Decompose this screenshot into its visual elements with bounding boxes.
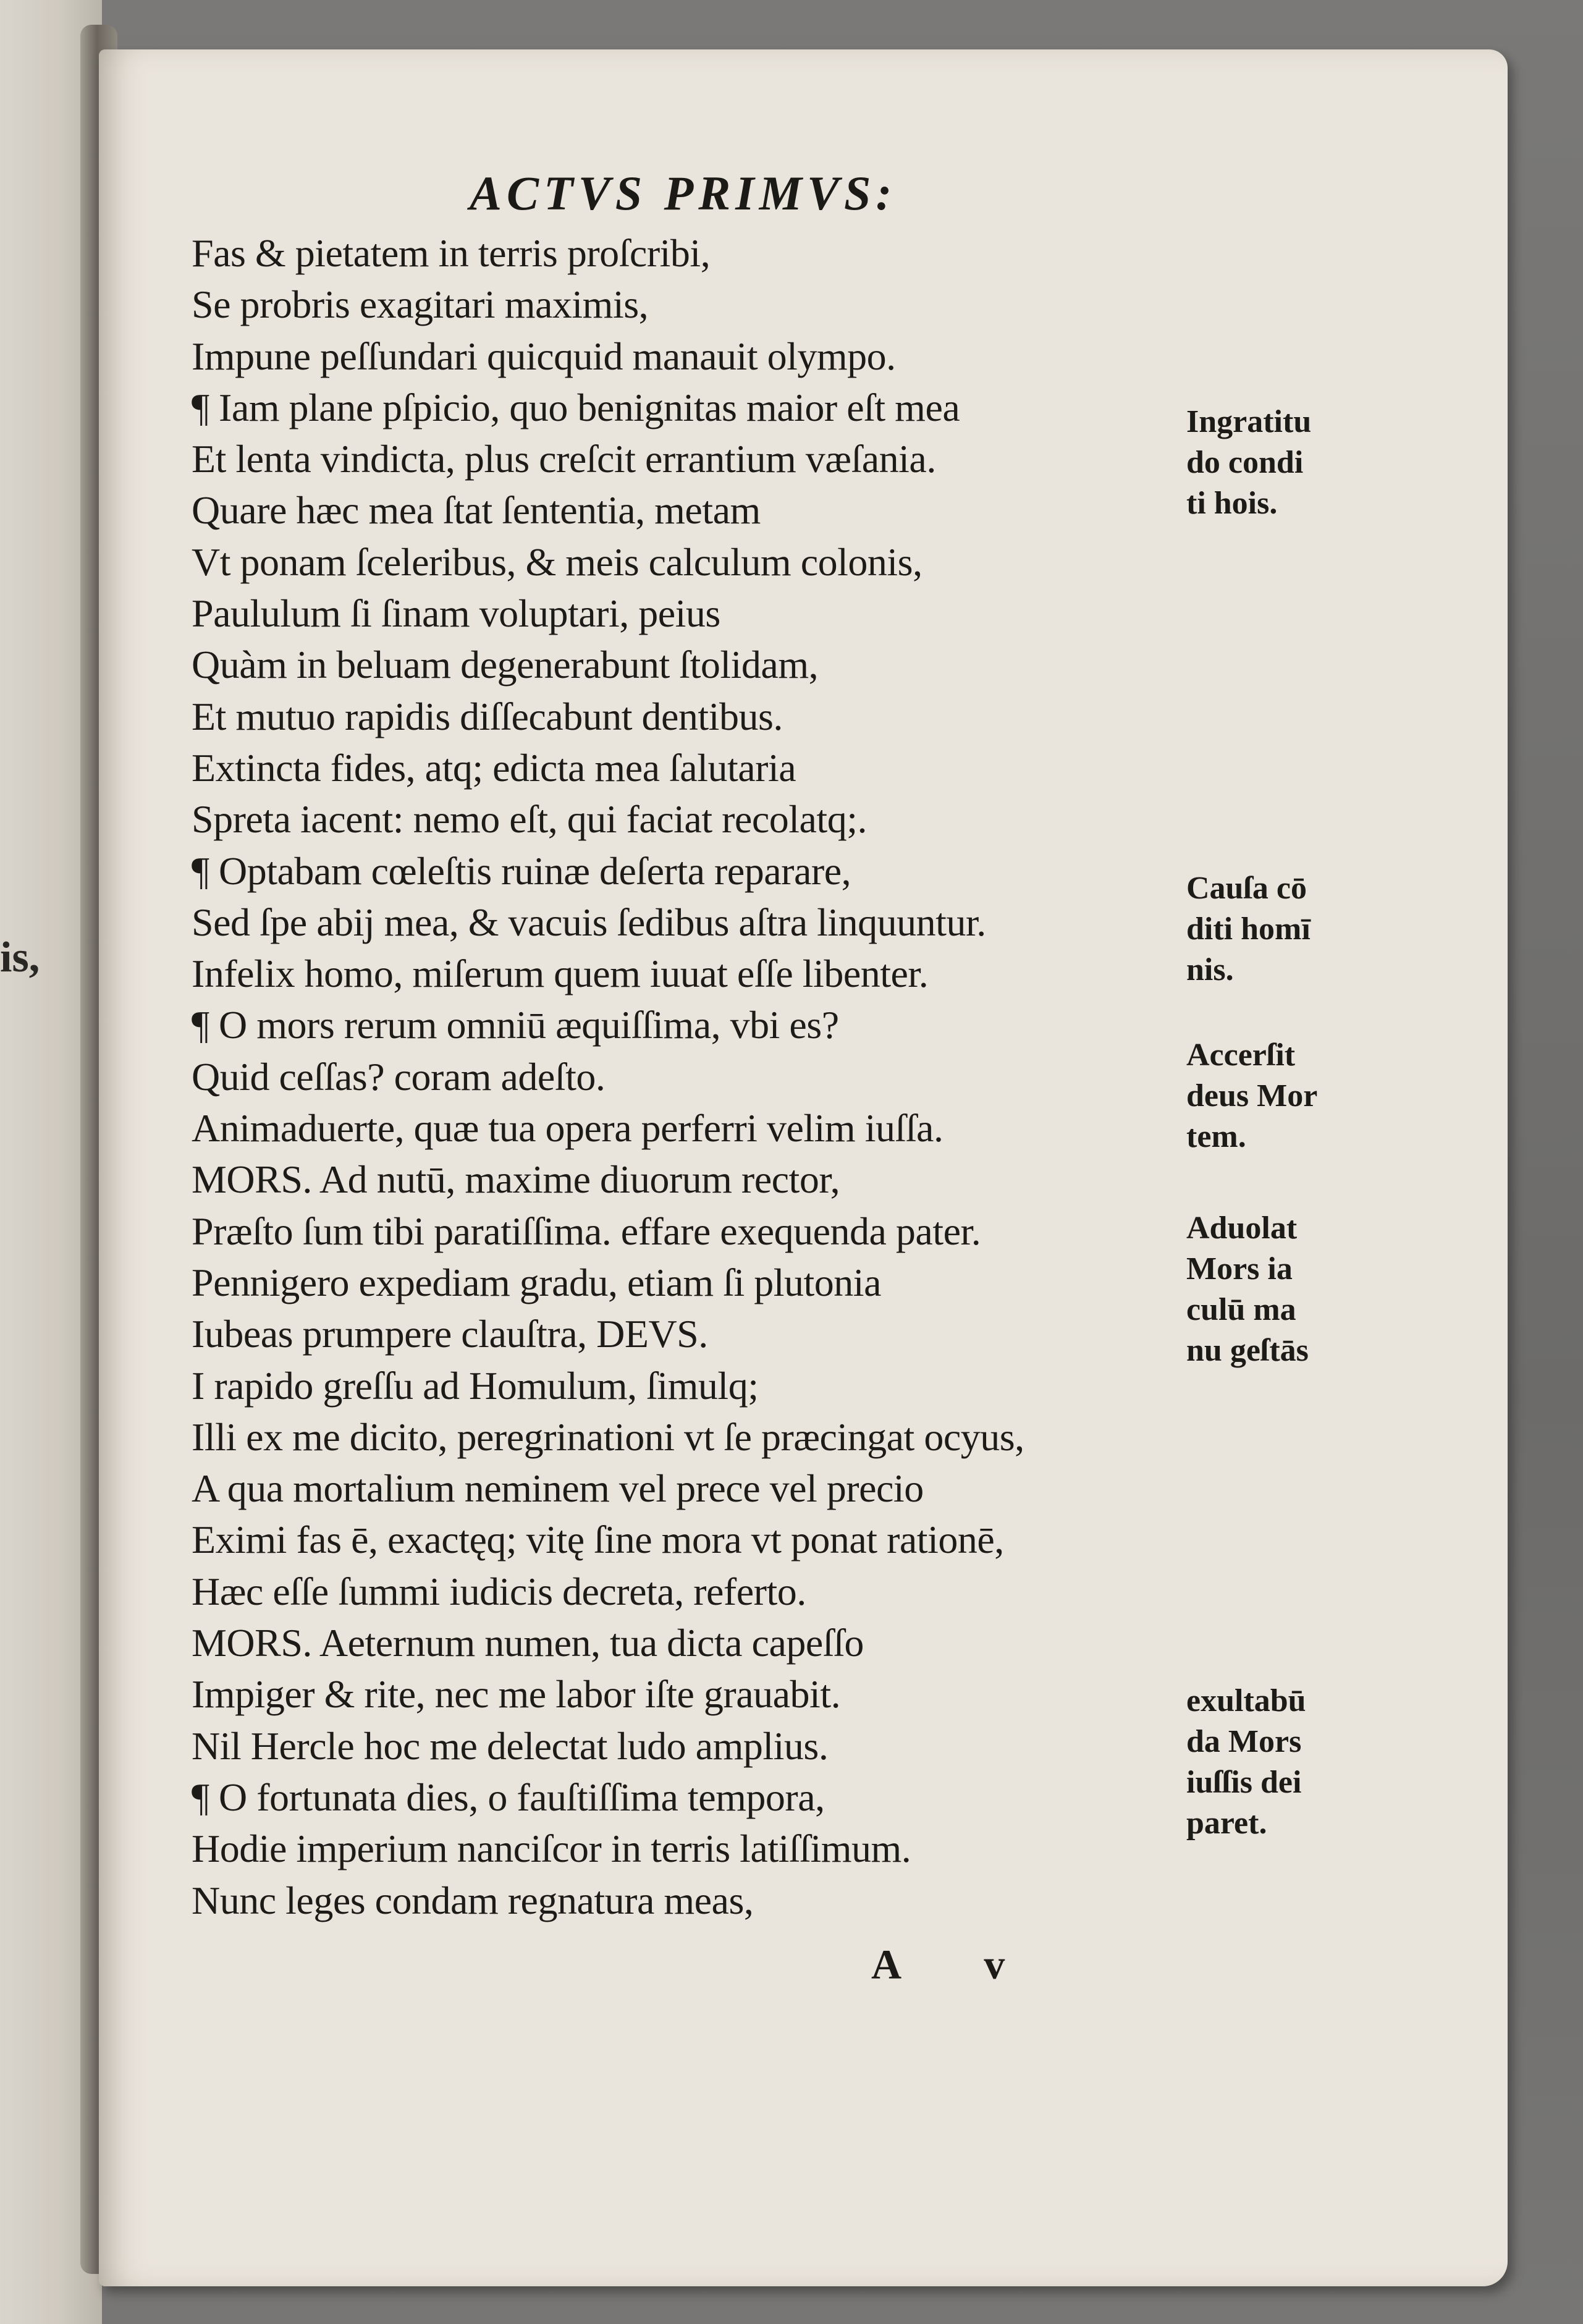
verse-line: ¶ Optabam cœleſtis ruinæ deſerta reparare, (192, 848, 851, 893)
verse-line: Illi ex me dicito, peregrinationi vt ſe præcingat ocyus, (192, 1414, 1024, 1459)
marginal-note-line: diti homī (1186, 911, 1311, 947)
verse-line: Eximi fas ē, exactęq; vitę ſine mora vt ponat rationē, (192, 1518, 1004, 1562)
verse-line: Et lenta vindicta, plus creſcit errantium væſania. (192, 437, 936, 481)
verse-line: ¶ O fortunata dies, o fauſtiſſima tempora, (192, 1775, 825, 1819)
verse-line: Nunc leges condam regnatura meas, (192, 1878, 754, 1922)
marginal-note-line: da Mors (1186, 1724, 1302, 1759)
verse-line: Hodie imperium nanciſcor in terris latiſſimum. (192, 1827, 911, 1871)
verse-line: Quid ceſſas? coram adeſto. (192, 1054, 606, 1099)
verse-line: Et mutuo rapidis diſſecabunt dentibus. (192, 694, 783, 738)
marginal-note-line: exultabū (1186, 1683, 1306, 1718)
verse-line: Quàm in beluam degenerabunt ſtolidam, (192, 643, 819, 687)
verse-line: ¶ Iam plane pſpicio, quo benignitas maior eſt mea (192, 385, 960, 429)
verse-line: Paululum ſi ſinam voluptari, peius (192, 591, 720, 636)
marginal-note (1186, 1035, 1390, 1157)
verse-line: MORS. Ad nutū, maxime diuorum rector, (192, 1157, 840, 1202)
verse-line: Pennigero expediam gradu, etiam ſi plutonia (192, 1260, 881, 1304)
marginal-note-line: nu geſtās (1186, 1333, 1309, 1368)
marginal-note (1186, 1208, 1390, 1371)
marginal-note-line: ti hois. (1186, 486, 1278, 521)
marginal-note (1186, 402, 1390, 524)
verse-line: Præſto ſum tibi paratiſſima. effare exequenda pater. (192, 1209, 981, 1253)
verse-line: Impune peſſundari quicquid manauit olympo. (192, 334, 896, 378)
verse-line: Extincta fides, atq; edicta mea ſalutaria (192, 745, 796, 790)
verse-line: Spreta iacent: nemo eſt, qui faciat recolatq;. (192, 797, 867, 842)
marginal-note-line: culū ma (1186, 1292, 1296, 1327)
signature-mark: A v (871, 1941, 1005, 1988)
verse-line: Animaduerte, quæ tua opera perferri velim iuſſa. (192, 1106, 943, 1151)
marginal-note-line: Accerſit (1186, 1037, 1296, 1073)
marginal-note (1186, 868, 1390, 991)
running-header: ACTVS PRIMVS: (470, 166, 897, 220)
verse-line: Impiger & rite, nec me labor iſte grauabit. (192, 1672, 841, 1717)
verse-line: MORS. Aeternum numen, tua dicta capeſſo (192, 1621, 864, 1665)
marginal-note-line: do condi (1186, 445, 1304, 480)
verse-line: Infelix homo, miſerum quem iuuat eſſe libenter. (192, 952, 929, 996)
marginal-note-line: Aduolat (1186, 1211, 1298, 1246)
verse-line: Fas & pietatem in terris proſcribi, (192, 231, 711, 275)
verse-line: Se probris exagitari maximis, (192, 282, 649, 327)
verse-line: Iubeas prumpere clauſtra, DEVS. (192, 1312, 708, 1356)
marginal-note (1186, 1681, 1390, 1844)
marginal-note-line: Mors ia (1186, 1251, 1293, 1287)
verse-line: A qua mortalium neminem vel prece vel precio (192, 1466, 924, 1511)
marginal-note-line: Ingratitu (1186, 404, 1312, 439)
marginal-note-line: Cauſa cō (1186, 871, 1307, 906)
marginal-note-line: nis. (1186, 952, 1234, 987)
verse-line: I rapido greſſu ad Homulum, ſimulq; (192, 1363, 759, 1408)
verse-text (192, 227, 1217, 1926)
verse-line: Quare hæc mea ſtat ſententia, metam (192, 488, 761, 533)
verse-line: Hæc eſſe ſummi iudicis decreta, referto. (192, 1569, 806, 1613)
marginal-note-line: tem. (1186, 1119, 1246, 1154)
verse-line: Nil Hercle hoc me delectat ludo amplius. (192, 1723, 829, 1768)
verse-line: Vt ponam ſceleribus, & meis calculum colonis, (192, 539, 922, 584)
marginal-note-line: deus Mor (1186, 1078, 1318, 1113)
marginal-note-line: iuſſis dei (1186, 1765, 1302, 1800)
marginal-note-line: paret. (1186, 1806, 1267, 1841)
verse-line: Sed ſpe abij mea, & vacuis ſedibus aſtra linquuntur. (192, 900, 986, 944)
facing-page-fragment: is, (0, 934, 40, 981)
verse-line: ¶ O mors rerum omniū æquiſſima, vbi es? (192, 1003, 839, 1047)
